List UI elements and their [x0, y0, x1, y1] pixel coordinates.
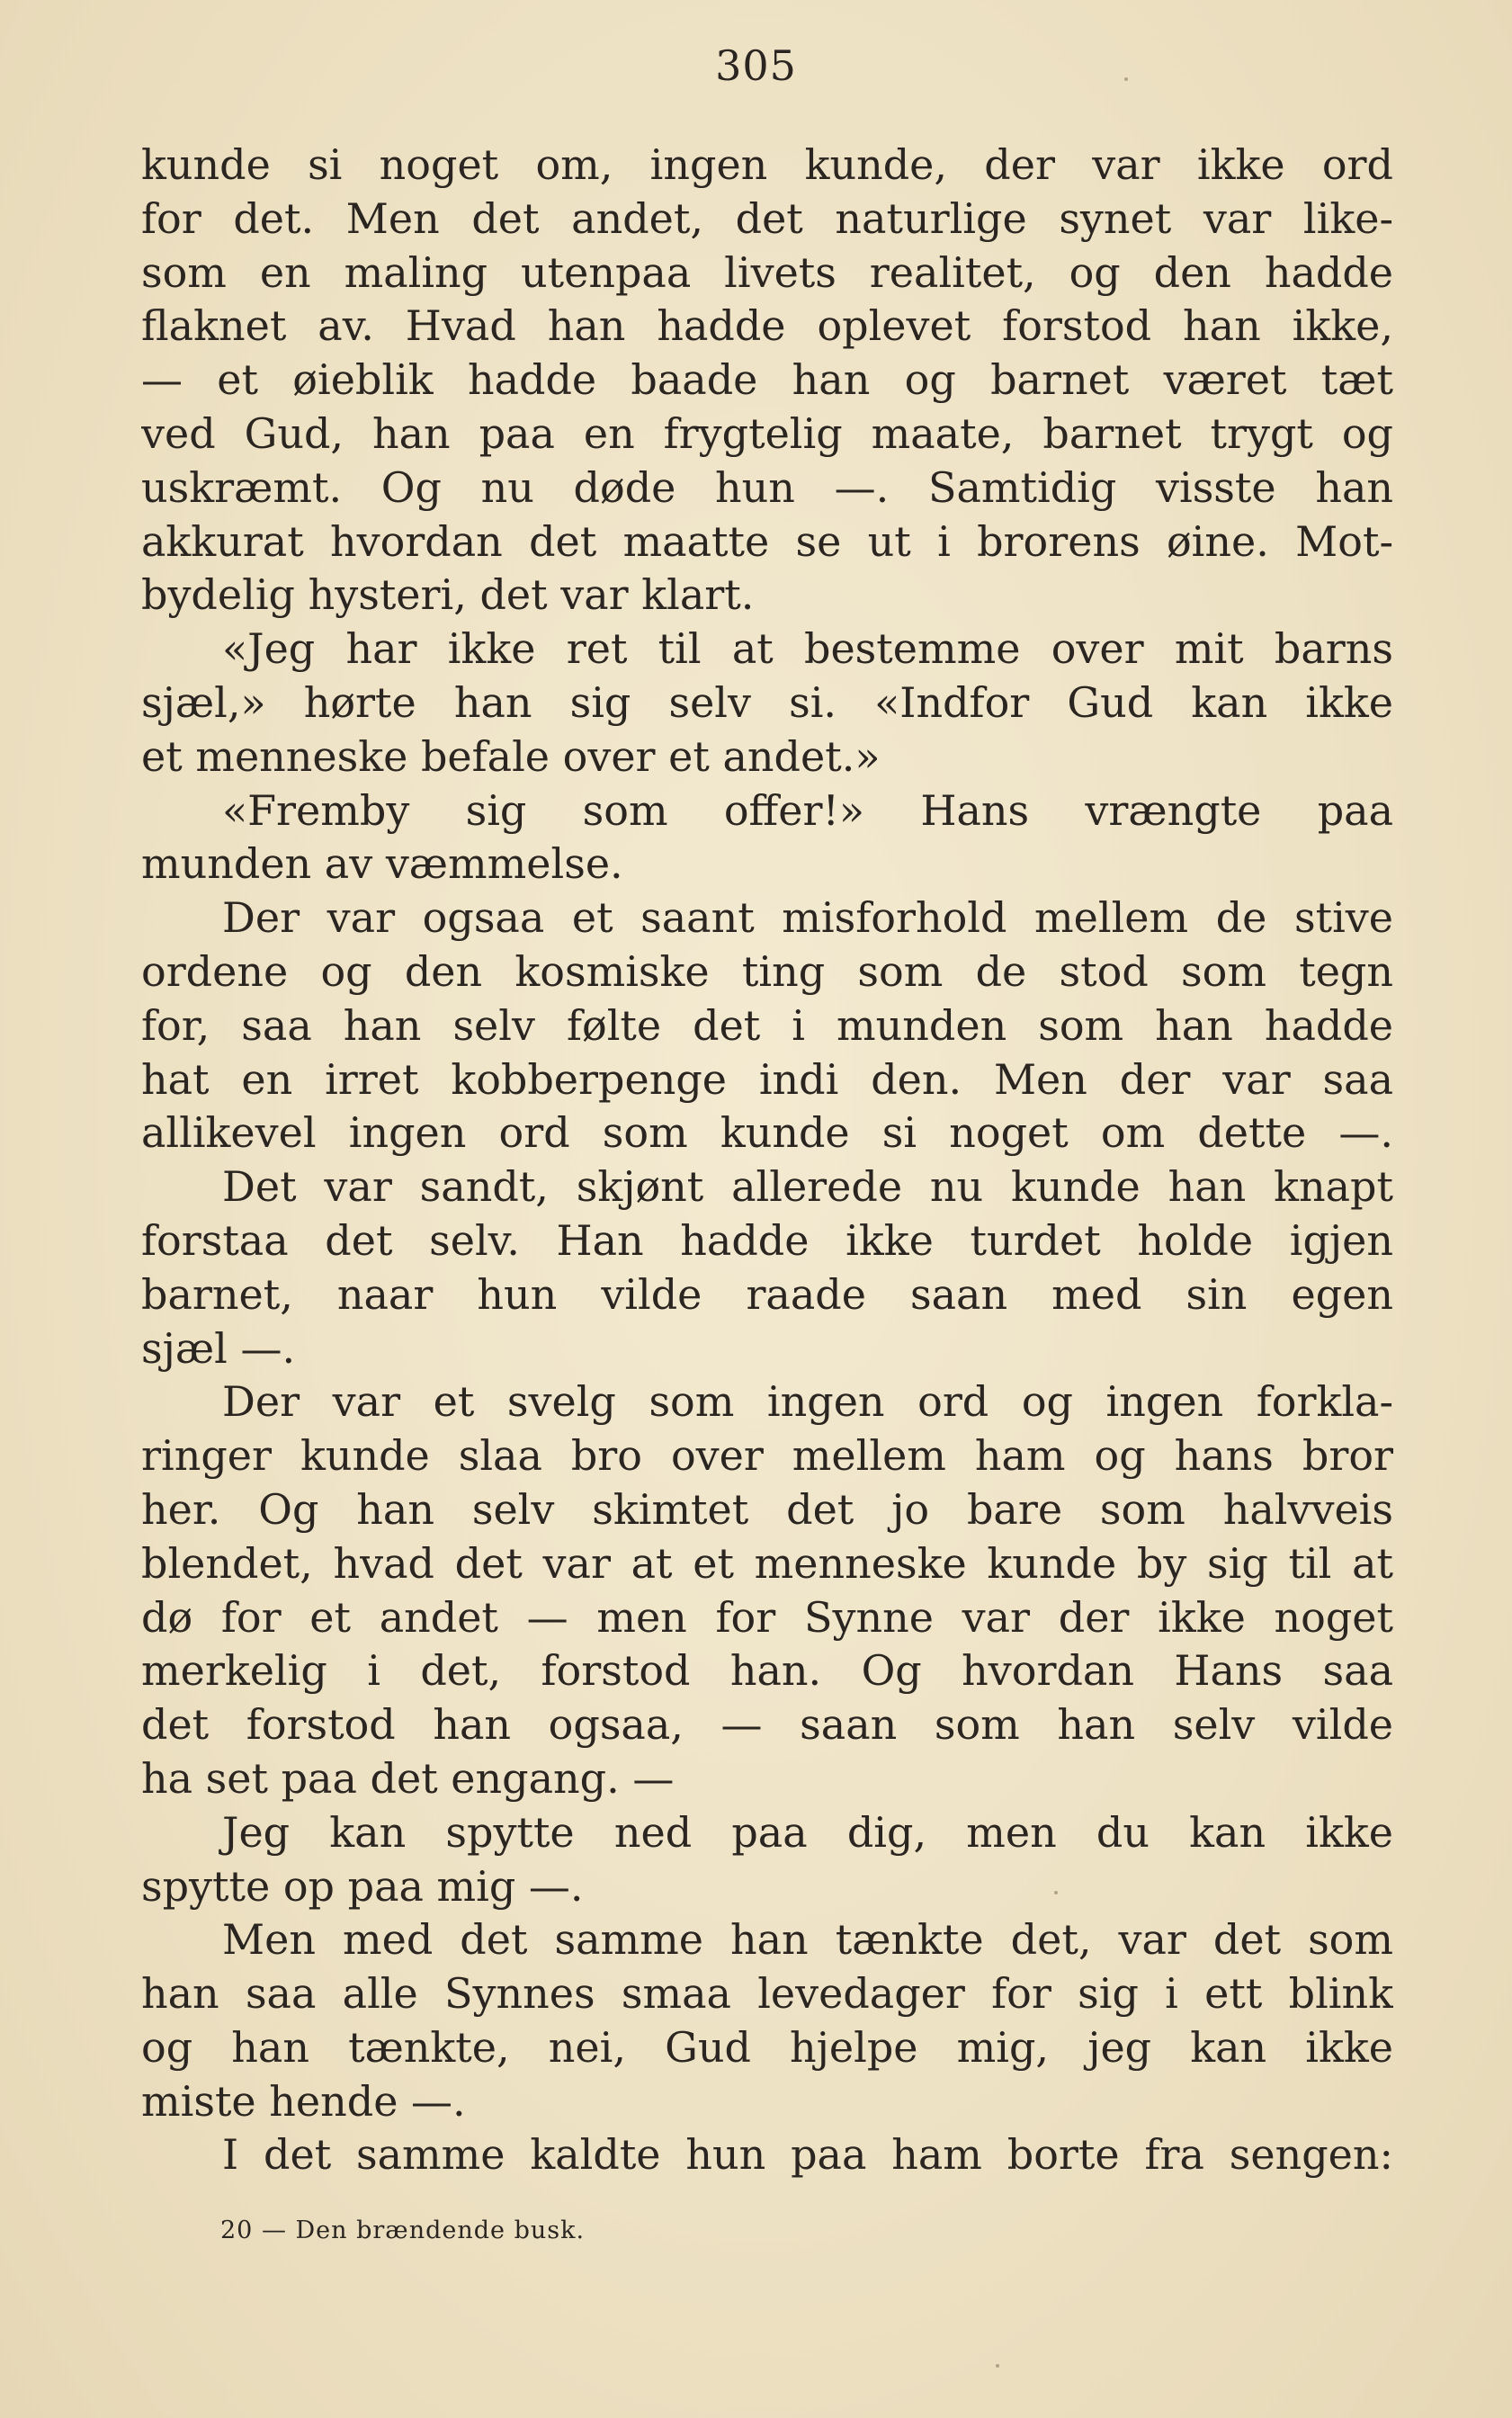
- text-line: Det var sandt, skjønt allerede nu kunde han knapt: [222, 1162, 1393, 1212]
- text-line: som en maling utenpaa livets realitet, og den hadde: [141, 247, 1393, 297]
- paper-speck: [996, 2364, 999, 2368]
- text-line: uskræmt. Og nu døde hun —. Samtidig visste han: [141, 462, 1393, 512]
- text-line: og han tænkte, nei, Gud hjelpe mig, jeg kan ikke: [141, 2022, 1393, 2072]
- text-line: dø for et andet — men for Synne var der ikke noget: [141, 1592, 1393, 1642]
- text-line: kunde si noget om, ingen kunde, der var ikke ord: [141, 140, 1393, 189]
- text-line: ha set paa det engang. —: [141, 1753, 675, 1803]
- signature-footer: 20 — Den brændende busk.: [220, 2216, 586, 2244]
- text-line: munden av væmmelse.: [141, 839, 623, 889]
- text-line: ved Gud, han paa en frygtelig maate, barnet trygt og: [141, 408, 1393, 458]
- text-line: ordene og den kosmiske ting som de stod som tegn: [141, 946, 1393, 996]
- text-line: «Fremby sig som offer!» Hans vrængte paa: [222, 785, 1393, 835]
- text-line: sjæl,» hørte han sig selv si. «Indfor Gud kan ikke: [141, 677, 1393, 727]
- text-line: — et øieblik hadde baade han og barnet været tæt: [141, 355, 1393, 405]
- text-line: for det. Men det andet, det naturlige synet var like-: [141, 193, 1393, 243]
- text-line: her. Og han selv skimtet det jo bare som halvveis: [141, 1484, 1393, 1534]
- text-line: han saa alle Synnes smaa levedager for sig i ett blink: [141, 1969, 1393, 2019]
- text-line: Men med det samme han tænkte det, var det som: [222, 1915, 1393, 1965]
- text-line: akkurat hvordan det maatte se ut i brorens øine. Mot-: [141, 516, 1393, 566]
- text-line: «Jeg har ikke ret til at bestemme over mit barns: [222, 624, 1393, 674]
- text-line: flaknet av. Hvad han hadde oplevet forstod han ikke,: [141, 301, 1393, 351]
- text-line: et menneske befale over et andet.»: [141, 731, 881, 781]
- text-line: allikevel ingen ord som kunde si noget om dette —.: [141, 1108, 1393, 1158]
- text-line: ringer kunde slaa bro over mellem ham og hans bror: [141, 1431, 1393, 1481]
- text-line: hat en irret kobberpenge indi den. Men der var saa: [141, 1054, 1393, 1104]
- text-line: forstaa det selv. Han hadde ikke turdet holde igjen: [141, 1215, 1393, 1265]
- text-line: merkelig i det, forstod han. Og hvordan Hans saa: [141, 1646, 1393, 1696]
- text-line: sjæl —.: [141, 1323, 296, 1373]
- text-line: Jeg kan spytte ned paa dig, men du kan ikke: [222, 1807, 1393, 1857]
- text-line: I det samme kaldte hun paa ham borte fra sengen:: [222, 2130, 1393, 2180]
- paper-speck: [1124, 77, 1128, 81]
- text-line: spytte op paa mig —.: [141, 1861, 584, 1911]
- text-line: Der var et svelg som ingen ord og ingen forkla-: [222, 1377, 1393, 1427]
- text-line: miste hende —.: [141, 2076, 466, 2126]
- text-line: for, saa han selv følte det i munden som han hadde: [141, 1000, 1393, 1050]
- text-line: det forstod han ogsaa, — saan som han selv vilde: [141, 1700, 1393, 1750]
- page-number: 305: [715, 41, 797, 90]
- text-line: barnet, naar hun vilde raade saan med sin egen: [141, 1269, 1393, 1319]
- body-text: [141, 139, 1393, 2182]
- text-line: blendet, hvad det var at et menneske kunde by sig til at: [141, 1538, 1393, 1588]
- text-line: bydelig hysteri, det var klart.: [141, 570, 755, 620]
- text-line: Der var ogsaa et saant misforhold mellem de stive: [222, 893, 1393, 943]
